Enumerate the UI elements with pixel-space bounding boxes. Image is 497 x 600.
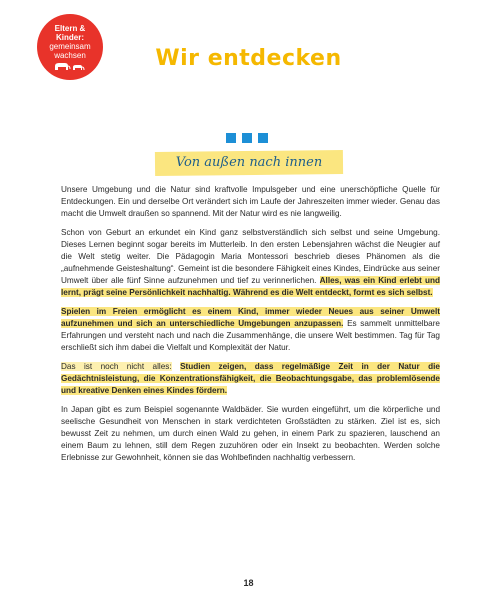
square-1 — [226, 133, 236, 143]
paragraph-2-highlight: Alles, was ein Kind erlebt und lernt, prägt seine Persönlichkeit nachhaltig. Während es die Welt entdeckt, formt es sich selbst. — [61, 276, 441, 297]
paragraph-3-text: Es sammelt unmittelbare Erfahrungen und versteht nach und nach die Zusammenhänge, die unsere Welt bestimmen. Tag für Tag erschließt sich ihm dabei die Vielfalt und Komplexität der Natur. — [61, 319, 440, 352]
paragraph-4-text: Das ist noch nicht alles: — [61, 362, 172, 371]
paragraph-2-text: Schon von Geburt an erkundet ein Kind ganz selbstverständlich sich selbst und seine Umgebung. Dieses Lernen beginnt sogar bereits im Mutterleib. In den ersten Lebensjahren wächst die Neugier auf die Welt stetig weiter. Die Pädagogin Maria Montessori beschrieb dieses Phänomen als die „aufnehmende Geisteshaltung“. Gemeint ist die besondere Fähigkeit eines Kindes, Eindrücke aus seiner Umwelt über alle fünf Sinne aufzunehmen und tief zu verinnerlichen. — [61, 228, 440, 285]
section-subtitle: Von außen nach innen — [175, 155, 323, 170]
body-text — [61, 184, 440, 471]
square-2 — [242, 133, 252, 143]
paragraph-4 — [61, 361, 440, 397]
paragraph-5: In Japan gibt es zum Beispiel sogenannte Waldbäder. Sie wurden eingeführt, um die körperliche und seelische Gesundheit von Menschen in stark verdichteten Großstädten zu stärken. Ziel ist es, sich bewusst Zeit zu nehmen, um durch einen Wald zu gehen, in einem Park zu spazieren, lauschend an einem Baum zu lehnen, still dem Regen zuzuhören oder ein Insekt zu beobachten. Werden solche Erlebnisse zur Gewohnheit, können sie das Wohlbefinden nachhaltig verbessern. — [61, 405, 440, 462]
paragraph-2 — [61, 227, 440, 299]
subtitle-banner — [155, 151, 343, 175]
page-number: 18 — [243, 578, 254, 588]
badge-line-3: gemeinsam — [49, 41, 91, 51]
badge-line-1: Eltern & — [54, 23, 86, 33]
page-title: Wir entdecken — [155, 46, 342, 71]
square-3 — [258, 133, 268, 143]
badge-line-4: wachsen — [54, 50, 86, 60]
decorative-squares — [226, 133, 268, 143]
paragraph-3-highlight: Spielen im Freien ermöglicht es einem Kind, immer wieder Neues aus seiner Umwelt aufzunehmen und sich an unterschiedliche Umgebungen anzupassen. — [61, 307, 440, 328]
badge-line-2: Kinder: — [56, 32, 84, 42]
paragraph-4-highlight: Studien zeigen, dass regelmäßige Zeit in der Natur die Gedächtnisleistung, die Konzentrationsfähigkeit, die Beobachtungsgabe, das problemlösende und kreative Denken eines Kindes fördern. — [61, 362, 440, 395]
paragraph-3 — [61, 306, 440, 354]
paragraph-1: Unsere Umgebung und die Natur sind kraftvolle Impulsgeber und eine unerschöpfliche Quelle für Entdeckungen. Ein und derselbe Ort verändert sich im Laufe der Jahreszeiten immer wieder. Genau das macht die Umwelt draußen so spannend. Mit der Natur wird es nie langweilig. — [61, 185, 440, 218]
